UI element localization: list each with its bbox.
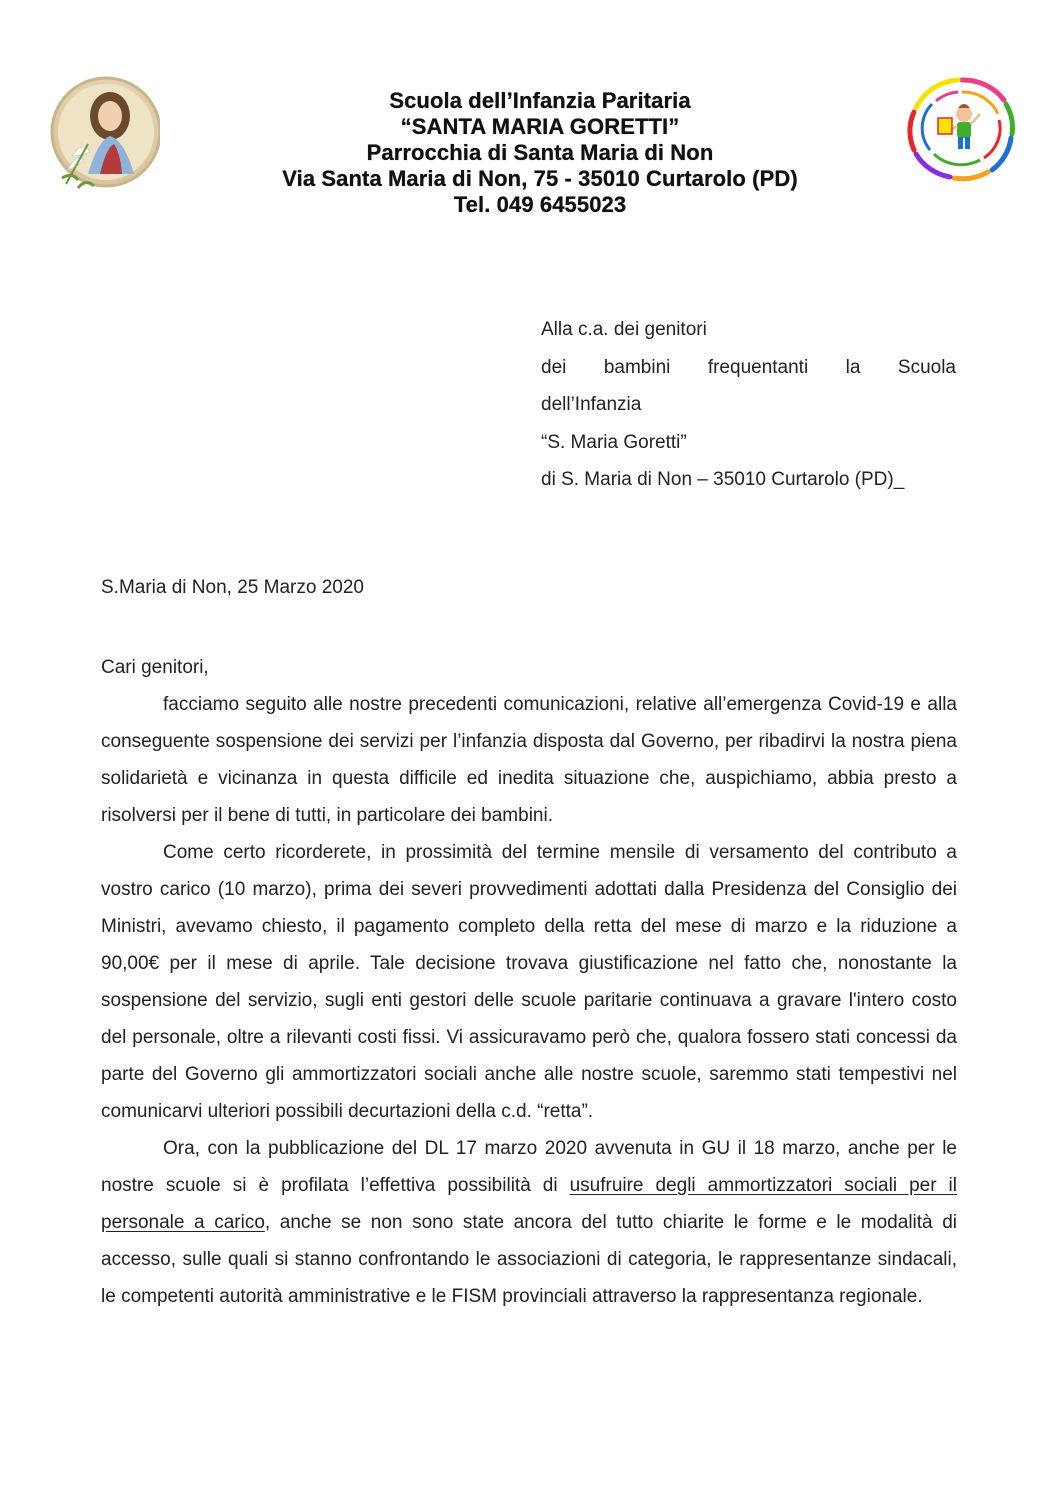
recipient-line-5: di S. Maria di Non – 35010 Curtarolo (PD)_ (541, 469, 905, 490)
recipient-line-4: “S. Maria Goretti” (541, 431, 687, 453)
recipient-line-2: dei bambini frequentanti la Scuola (541, 356, 956, 378)
body-paragraph-3 (101, 1130, 957, 1315)
letter-body (101, 686, 957, 1315)
school-name: Scuola dell’Infanzia Paritaria (389, 88, 691, 113)
body-paragraph-3-start: Ora, con la pubblicazione del DL 17 marzo 2020 avvenuta in GU il 18 marzo, anche per le nostre scuole si è profilata l’effettiva possibilità di (101, 1138, 957, 1196)
body-paragraph-3-end: , anche se non sono state ancora del tutto chiarite le forme e le modalità di accesso, sulle quali si stanno confrontando le associazioni di categoria, le rappresentanze sindacali, le competenti autorità amministrative e le FISM provinciali attraverso la rappresentanza regionale. (101, 1212, 957, 1307)
letter-date: S.Maria di Non, 25 Marzo 2020 (101, 577, 364, 598)
school-title: “SANTA MARIA GORETTI” (400, 114, 680, 139)
underlined-phrase: usufruire degli ammortizzatori sociali per il personale a carico (101, 1175, 957, 1233)
school-address: Via Santa Maria di Non, 75 - 35010 Curtarolo (PD) (282, 166, 798, 191)
recipient-line-1: Alla c.a. dei genitori (541, 319, 707, 340)
school-header (190, 88, 890, 218)
letter-greeting: Cari genitori, (101, 657, 209, 678)
body-paragraph-2: Come certo ricorderete, in prossimità del termine mensile di versamento del contributo a vostro carico (10 marzo), prima dei severi provvedimenti adottati dalla Presidenza del Consiglio dei Ministri, avevamo chiesto, il pagamento completo della retta del mese di marzo e la riduzione a 90,00€ per il mese di aprile. Tale decisione trovava giustificazione nel fatto che, nonostante la sospensione del servizio, sugli enti gestori delle scuole paritarie continuava a gravare l'intero costo del personale, oltre a rilevanti costi fissi. Vi assicuravamo però che, qualora fossero stati concessi da parte del Governo gli ammortizzatori sociali anche alle nostre scuole, saremmo stati tempestivi nel comunicarvi ulteriori possibili decurtazioni della c.d. “retta”. (101, 842, 957, 1122)
recipient-block (541, 311, 956, 499)
recipient-line-3: dell’Infanzia (541, 394, 642, 415)
school-phone: Tel. 049 6455023 (453, 192, 627, 217)
parish-name: Parrocchia di Santa Maria di Non (366, 140, 714, 165)
body-paragraph-1: facciamo seguito alle nostre precedenti comunicazioni, relative all’emergenza Covid-19 e alla conseguente sospensione dei servizi per l’infanzia disposta dal Governo, per ribadirvi la nostra piena solidarietà e vicinanza in questa difficile ed inedita situazione che, auspichiamo, abbia presto a risolversi per il bene di tutti, in particolare dei bambini. (101, 694, 957, 826)
